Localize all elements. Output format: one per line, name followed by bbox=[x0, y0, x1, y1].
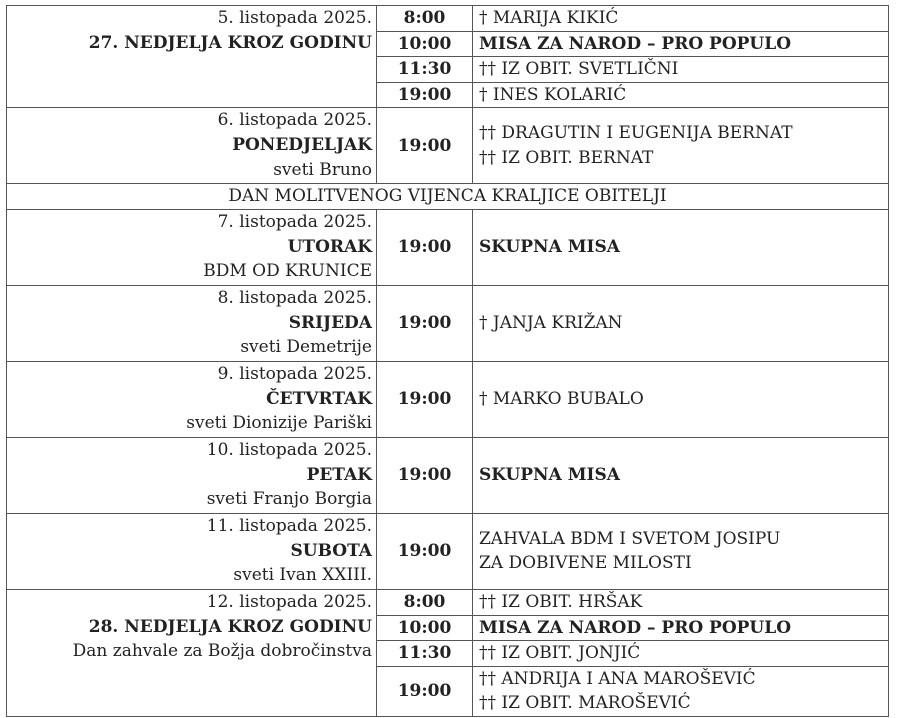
mass-time: 10:00 bbox=[377, 615, 473, 641]
intention-line: ZA DOBIVENE MILOSTI bbox=[479, 553, 692, 574]
day-note: Dan zahvale za Božja dobročinstva bbox=[72, 641, 372, 662]
day-date: 12. listopada 2025. bbox=[206, 591, 372, 612]
day-date: 6. listopada 2025. bbox=[217, 110, 372, 131]
mass-intention bbox=[473, 666, 889, 716]
mass-schedule-table bbox=[6, 5, 889, 717]
mass-time: 10:00 bbox=[377, 31, 473, 57]
day-cell bbox=[7, 437, 377, 513]
mass-intention bbox=[473, 108, 889, 184]
mass-schedule-body bbox=[7, 6, 889, 717]
mass-row bbox=[7, 209, 889, 285]
mass-intention bbox=[473, 209, 889, 285]
mass-time: 19:00 bbox=[377, 361, 473, 437]
day-note: sveti Ivan XXIII. bbox=[233, 565, 372, 586]
mass-intention bbox=[473, 6, 889, 32]
banner-row bbox=[7, 184, 889, 210]
intention-line: † MARKO BUBALO bbox=[479, 389, 644, 410]
day-note: sveti Demetrije bbox=[240, 337, 372, 358]
mass-intention bbox=[473, 31, 889, 57]
day-name: PONEDJELJAK bbox=[232, 134, 372, 155]
mass-time: 19:00 bbox=[377, 285, 473, 361]
mass-time: 8:00 bbox=[377, 6, 473, 32]
mass-intention bbox=[473, 615, 889, 641]
day-date: 7. listopada 2025. bbox=[217, 211, 372, 232]
day-cell bbox=[7, 589, 377, 716]
day-note: BDM OD KRUNICE bbox=[203, 261, 372, 282]
mass-time: 19:00 bbox=[377, 82, 473, 108]
intention-line: †† IZ OBIT. MAROŠEVIĆ bbox=[479, 693, 691, 714]
intention-line: SKUPNA MISA bbox=[479, 237, 620, 258]
intention-line: †† IZ OBIT. SVETLIČNI bbox=[479, 59, 679, 80]
intention-line: †† DRAGUTIN I EUGENIJA BERNAT bbox=[479, 123, 793, 144]
intention-line: †† IZ OBIT. BERNAT bbox=[479, 147, 654, 168]
day-cell bbox=[7, 361, 377, 437]
intention-line: SKUPNA MISA bbox=[479, 465, 620, 486]
intention-line: MISA ZA NAROD – PRO POPULO bbox=[479, 33, 792, 54]
mass-time: 19:00 bbox=[377, 437, 473, 513]
intention-line: † INES KOLARIĆ bbox=[479, 84, 627, 105]
mass-intention bbox=[473, 589, 889, 615]
mass-row bbox=[7, 361, 889, 437]
mass-intention bbox=[473, 641, 889, 667]
day-date: 5. listopada 2025. bbox=[217, 8, 372, 28]
day-note: sveti Franjo Borgia bbox=[206, 489, 372, 510]
day-note: sveti Dionizije Pariški bbox=[186, 413, 372, 434]
intention-line: ZAHVALA BDM I SVETOM JOSIPU bbox=[479, 528, 781, 549]
mass-row bbox=[7, 6, 889, 32]
mass-intention bbox=[473, 82, 889, 108]
mass-intention bbox=[473, 285, 889, 361]
mass-time: 8:00 bbox=[377, 589, 473, 615]
mass-row bbox=[7, 589, 889, 615]
mass-intention bbox=[473, 361, 889, 437]
intention-line: †† IZ OBIT. JONJIĆ bbox=[479, 643, 641, 664]
day-cell bbox=[7, 6, 377, 108]
intention-line: †† IZ OBIT. HRŠAK bbox=[479, 591, 643, 612]
mass-time: 11:30 bbox=[377, 57, 473, 83]
intention-line: † MARIJA KIKIĆ bbox=[479, 8, 619, 28]
mass-intention bbox=[473, 437, 889, 513]
day-name: UTORAK bbox=[287, 236, 372, 257]
mass-time: 19:00 bbox=[377, 209, 473, 285]
day-cell bbox=[7, 285, 377, 361]
mass-row bbox=[7, 437, 889, 513]
day-note: sveti Bruno bbox=[273, 159, 372, 180]
mass-time: 19:00 bbox=[377, 666, 473, 716]
day-name: ČETVRTAK bbox=[266, 388, 372, 409]
day-date: 11. listopada 2025. bbox=[206, 515, 372, 536]
day-name: PETAK bbox=[306, 464, 372, 485]
day-name: SUBOTA bbox=[290, 540, 372, 561]
day-cell bbox=[7, 108, 377, 184]
day-date: 10. listopada 2025. bbox=[206, 439, 372, 460]
day-cell bbox=[7, 513, 377, 589]
intention-line: † JANJA KRIŽAN bbox=[479, 313, 623, 334]
day-name: 28. NEDJELJA KROZ GODINU bbox=[88, 616, 372, 637]
mass-intention bbox=[473, 513, 889, 589]
mass-time: 19:00 bbox=[377, 108, 473, 184]
mass-row bbox=[7, 513, 889, 589]
day-cell bbox=[7, 209, 377, 285]
intention-line: †† ANDRIJA I ANA MAROŠEVIĆ bbox=[479, 668, 756, 689]
mass-intention bbox=[473, 57, 889, 83]
day-name: 27. NEDJELJA KROZ GODINU bbox=[88, 32, 372, 53]
day-date: 8. listopada 2025. bbox=[217, 287, 372, 308]
mass-time: 11:30 bbox=[377, 641, 473, 667]
day-name: SRIJEDA bbox=[288, 312, 372, 333]
mass-row bbox=[7, 285, 889, 361]
mass-row bbox=[7, 108, 889, 184]
day-date: 9. listopada 2025. bbox=[217, 363, 372, 384]
intention-line: MISA ZA NAROD – PRO POPULO bbox=[479, 617, 792, 638]
banner-text: DAN MOLITVENOG VIJENCA KRALJICE OBITELJI bbox=[7, 184, 889, 210]
mass-time: 19:00 bbox=[377, 513, 473, 589]
